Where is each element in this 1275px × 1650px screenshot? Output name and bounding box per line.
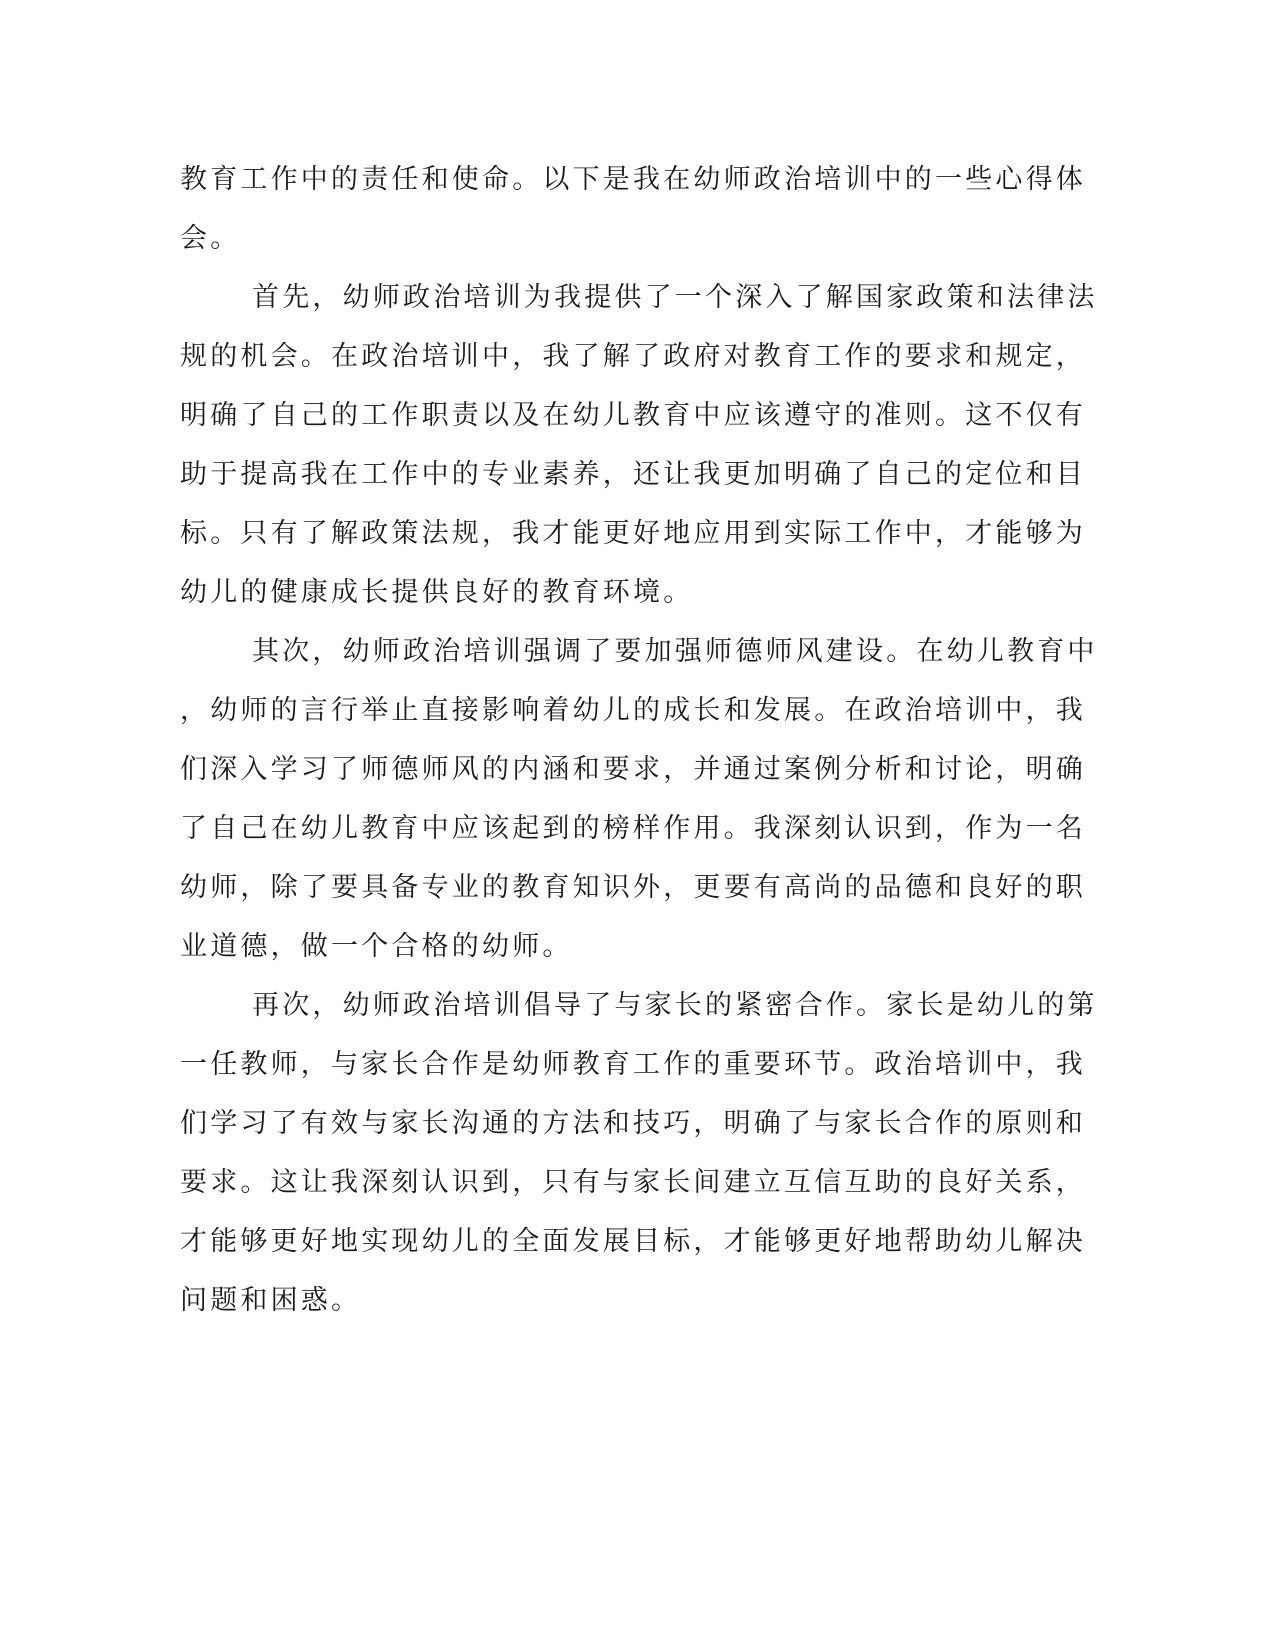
text-line: 教育工作中的责任和使命。以下是我在幼师政治培训中的一些心得体 <box>180 164 1086 195</box>
text-line: 幼师，除了要具备专业的教育知识外，更要有高尚的品德和良好的职 <box>180 872 1086 903</box>
text-line: 了自己在幼儿教育中应该起到的榜样作用。我深刻认识到，作为一名 <box>180 813 1086 844</box>
text-line: 问题和困惑。 <box>180 1285 362 1316</box>
text-line: 标。只有了解政策法规，我才能更好地应用到实际工作中，才能够为 <box>180 518 1086 549</box>
text-line: 要求。这让我深刻认识到，只有与家长间建立互信互助的良好关系， <box>180 1167 1086 1198</box>
text-line: 一任教师，与家长合作是幼师教育工作的重要环节。政治培训中，我 <box>180 1049 1086 1080</box>
paragraph-start-line: 再次，幼师政治培训倡导了与家长的紧密合作。家长是幼儿的第 <box>252 990 1098 1021</box>
text-line: 们学习了有效与家长沟通的方法和技巧，明确了与家长合作的原则和 <box>180 1108 1086 1139</box>
text-line: 们深入学习了师德师风的内涵和要求，并通过案例分析和讨论，明确 <box>180 754 1086 785</box>
text-line: 明确了自己的工作职责以及在幼儿教育中应该遵守的准则。这不仅有 <box>180 400 1086 431</box>
paragraph-start-line: 首先，幼师政治培训为我提供了一个深入了解国家政策和法律法 <box>252 282 1098 313</box>
text-line: ，幼师的言行举止直接影响着幼儿的成长和发展。在政治培训中，我 <box>180 695 1086 726</box>
paragraph-start-line: 其次，幼师政治培训强调了要加强师德师风建设。在幼儿教育中 <box>252 636 1098 667</box>
text-line: 幼儿的健康成长提供良好的教育环境。 <box>180 577 694 608</box>
text-line: 会。 <box>180 223 241 254</box>
text-line: 业道德，做一个合格的幼师。 <box>180 931 573 962</box>
text-line: 才能够更好地实现幼儿的全面发展目标，才能够更好地帮助幼儿解决 <box>180 1226 1086 1257</box>
text-line: 助于提高我在工作中的专业素养，还让我更加明确了自己的定位和目 <box>180 459 1086 490</box>
text-line: 规的机会。在政治培训中，我了解了政府对教育工作的要求和规定， <box>180 341 1086 372</box>
